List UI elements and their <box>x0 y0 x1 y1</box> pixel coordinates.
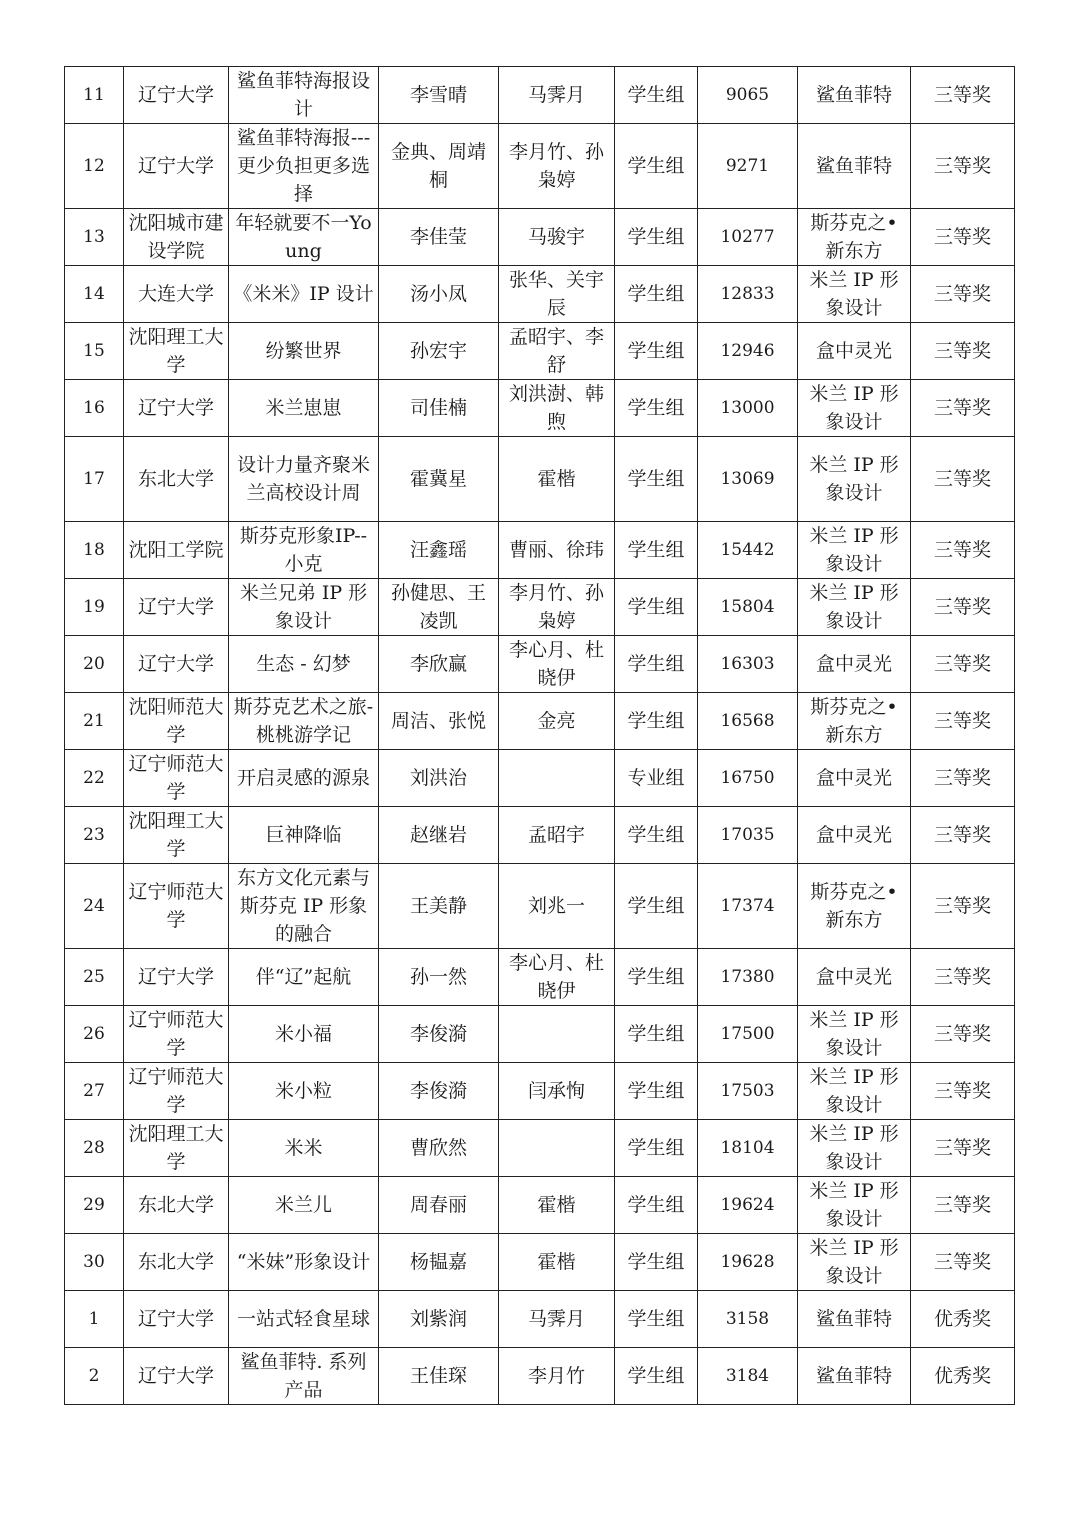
cell-group: 学生组 <box>615 323 698 380</box>
cell-authors: 汤小凤 <box>379 266 499 323</box>
cell-authors: 霍冀星 <box>379 437 499 522</box>
cell-number: 18 <box>65 522 124 579</box>
cell-title: 米小粒 <box>229 1063 379 1120</box>
cell-group: 学生组 <box>615 1063 698 1120</box>
cell-group: 学生组 <box>615 522 698 579</box>
table-body <box>65 67 1015 1405</box>
cell-authors: 刘紫润 <box>379 1291 499 1348</box>
cell-group: 学生组 <box>615 579 698 636</box>
cell-entry-id: 13000 <box>698 380 798 437</box>
cell-number: 20 <box>65 636 124 693</box>
cell-entry-id: 16568 <box>698 693 798 750</box>
cell-advisor <box>499 1120 615 1177</box>
cell-authors: 周春丽 <box>379 1177 499 1234</box>
cell-award: 三等奖 <box>911 124 1015 209</box>
cell-award: 三等奖 <box>911 209 1015 266</box>
cell-advisor: 李月竹、孙枭婷 <box>499 124 615 209</box>
cell-authors: 刘洪治 <box>379 750 499 807</box>
cell-school: 沈阳理工大学 <box>124 807 229 864</box>
cell-topic: 米兰 IP 形象设计 <box>798 266 911 323</box>
table-row <box>65 636 1015 693</box>
cell-entry-id: 16303 <box>698 636 798 693</box>
cell-topic: 米兰 IP 形象设计 <box>798 1234 911 1291</box>
cell-topic: 米兰 IP 形象设计 <box>798 380 911 437</box>
cell-group: 学生组 <box>615 67 698 124</box>
cell-topic: 鲨鱼菲特 <box>798 1291 911 1348</box>
cell-school: 辽宁师范大学 <box>124 1006 229 1063</box>
cell-group: 专业组 <box>615 750 698 807</box>
cell-title: 米小福 <box>229 1006 379 1063</box>
cell-group: 学生组 <box>615 1177 698 1234</box>
cell-number: 21 <box>65 693 124 750</box>
table-row <box>65 1177 1015 1234</box>
cell-number: 30 <box>65 1234 124 1291</box>
cell-topic: 米兰 IP 形象设计 <box>798 1120 911 1177</box>
cell-award: 三等奖 <box>911 636 1015 693</box>
cell-number: 23 <box>65 807 124 864</box>
cell-authors: 孙一然 <box>379 949 499 1006</box>
cell-group: 学生组 <box>615 1120 698 1177</box>
cell-entry-id: 9271 <box>698 124 798 209</box>
cell-award: 三等奖 <box>911 437 1015 522</box>
table-row <box>65 437 1015 522</box>
cell-number: 15 <box>65 323 124 380</box>
cell-title: 伴“辽”起航 <box>229 949 379 1006</box>
cell-school: 辽宁大学 <box>124 67 229 124</box>
table-row <box>65 807 1015 864</box>
cell-entry-id: 18104 <box>698 1120 798 1177</box>
cell-award: 三等奖 <box>911 693 1015 750</box>
cell-title: 《米米》IP 设计 <box>229 266 379 323</box>
cell-school: 辽宁大学 <box>124 636 229 693</box>
cell-number: 28 <box>65 1120 124 1177</box>
cell-authors: 周洁、张悦 <box>379 693 499 750</box>
cell-entry-id: 3184 <box>698 1348 798 1405</box>
cell-authors: 李俊漪 <box>379 1063 499 1120</box>
cell-award: 三等奖 <box>911 1063 1015 1120</box>
cell-advisor: 霍楷 <box>499 1177 615 1234</box>
cell-title: 斯芬克形象IP--小克 <box>229 522 379 579</box>
cell-advisor: 张华、关宇辰 <box>499 266 615 323</box>
cell-title: 一站式轻食星球 <box>229 1291 379 1348</box>
cell-authors: 金典、周靖桐 <box>379 124 499 209</box>
cell-title: 米兰儿 <box>229 1177 379 1234</box>
cell-advisor: 曹丽、徐玮 <box>499 522 615 579</box>
cell-number: 29 <box>65 1177 124 1234</box>
cell-advisor: 金亮 <box>499 693 615 750</box>
cell-number: 25 <box>65 949 124 1006</box>
table-row <box>65 579 1015 636</box>
cell-school: 沈阳城市建设学院 <box>124 209 229 266</box>
cell-number: 14 <box>65 266 124 323</box>
cell-award: 三等奖 <box>911 1006 1015 1063</box>
cell-award: 三等奖 <box>911 949 1015 1006</box>
cell-topic: 斯芬克之•新东方 <box>798 864 911 949</box>
cell-authors: 李俊漪 <box>379 1006 499 1063</box>
cell-school: 东北大学 <box>124 437 229 522</box>
cell-number: 2 <box>65 1348 124 1405</box>
cell-advisor: 马骏宇 <box>499 209 615 266</box>
cell-award: 优秀奖 <box>911 1291 1015 1348</box>
cell-advisor <box>499 750 615 807</box>
cell-title: 开启灵感的源泉 <box>229 750 379 807</box>
cell-school: 沈阳工学院 <box>124 522 229 579</box>
cell-authors: 司佳楠 <box>379 380 499 437</box>
table-row <box>65 522 1015 579</box>
cell-group: 学生组 <box>615 209 698 266</box>
cell-group: 学生组 <box>615 693 698 750</box>
cell-advisor: 孟昭宇、李舒 <box>499 323 615 380</box>
cell-number: 26 <box>65 1006 124 1063</box>
cell-number: 11 <box>65 67 124 124</box>
cell-topic: 盒中灵光 <box>798 750 911 807</box>
cell-topic: 鲨鱼菲特 <box>798 67 911 124</box>
cell-entry-id: 17035 <box>698 807 798 864</box>
cell-school: 沈阳理工大学 <box>124 323 229 380</box>
cell-group: 学生组 <box>615 266 698 323</box>
cell-number: 1 <box>65 1291 124 1348</box>
cell-advisor: 闫承恂 <box>499 1063 615 1120</box>
cell-entry-id: 17380 <box>698 949 798 1006</box>
cell-school: 沈阳师范大学 <box>124 693 229 750</box>
cell-advisor: 李月竹、孙枭婷 <box>499 579 615 636</box>
cell-entry-id: 3158 <box>698 1291 798 1348</box>
cell-number: 27 <box>65 1063 124 1120</box>
table-row <box>65 949 1015 1006</box>
cell-advisor: 李心月、杜晓伊 <box>499 949 615 1006</box>
cell-entry-id: 17374 <box>698 864 798 949</box>
cell-authors: 曹欣然 <box>379 1120 499 1177</box>
cell-topic: 米兰 IP 形象设计 <box>798 1063 911 1120</box>
cell-award: 优秀奖 <box>911 1348 1015 1405</box>
cell-number: 13 <box>65 209 124 266</box>
cell-title: 鲨鱼菲特海报---更少负担更多选择 <box>229 124 379 209</box>
cell-title: 米兰兄弟 IP 形象设计 <box>229 579 379 636</box>
cell-school: 沈阳理工大学 <box>124 1120 229 1177</box>
cell-group: 学生组 <box>615 1234 698 1291</box>
cell-topic: 盒中灵光 <box>798 323 911 380</box>
cell-topic: 米兰 IP 形象设计 <box>798 1177 911 1234</box>
table-row <box>65 323 1015 380</box>
cell-title: 斯芬克艺术之旅-桃桃游学记 <box>229 693 379 750</box>
cell-group: 学生组 <box>615 807 698 864</box>
cell-entry-id: 16750 <box>698 750 798 807</box>
cell-award: 三等奖 <box>911 67 1015 124</box>
cell-award: 三等奖 <box>911 579 1015 636</box>
cell-topic: 米兰 IP 形象设计 <box>798 437 911 522</box>
table-row <box>65 67 1015 124</box>
cell-number: 24 <box>65 864 124 949</box>
cell-award: 三等奖 <box>911 807 1015 864</box>
cell-authors: 李雪晴 <box>379 67 499 124</box>
cell-authors: 李欣赢 <box>379 636 499 693</box>
cell-group: 学生组 <box>615 1348 698 1405</box>
cell-title: 年轻就要不一Young <box>229 209 379 266</box>
table-row <box>65 1234 1015 1291</box>
cell-award: 三等奖 <box>911 1120 1015 1177</box>
cell-school: 辽宁大学 <box>124 1291 229 1348</box>
cell-topic: 米兰 IP 形象设计 <box>798 522 911 579</box>
cell-title: 纷繁世界 <box>229 323 379 380</box>
cell-award: 三等奖 <box>911 266 1015 323</box>
cell-award: 三等奖 <box>911 522 1015 579</box>
cell-topic: 米兰 IP 形象设计 <box>798 579 911 636</box>
table-row <box>65 1120 1015 1177</box>
cell-topic: 米兰 IP 形象设计 <box>798 1006 911 1063</box>
cell-entry-id: 12833 <box>698 266 798 323</box>
cell-award: 三等奖 <box>911 380 1015 437</box>
cell-school: 辽宁大学 <box>124 380 229 437</box>
cell-school: 辽宁大学 <box>124 124 229 209</box>
cell-topic: 斯芬克之•新东方 <box>798 693 911 750</box>
cell-school: 辽宁师范大学 <box>124 750 229 807</box>
cell-group: 学生组 <box>615 1006 698 1063</box>
cell-authors: 汪鑫瑶 <box>379 522 499 579</box>
cell-entry-id: 10277 <box>698 209 798 266</box>
table-row <box>65 864 1015 949</box>
cell-entry-id: 17500 <box>698 1006 798 1063</box>
cell-award: 三等奖 <box>911 1177 1015 1234</box>
cell-advisor: 马霁月 <box>499 1291 615 1348</box>
cell-authors: 王美静 <box>379 864 499 949</box>
awards-table <box>64 66 1015 1405</box>
cell-advisor: 李月竹 <box>499 1348 615 1405</box>
cell-number: 22 <box>65 750 124 807</box>
cell-school: 大连大学 <box>124 266 229 323</box>
cell-entry-id: 19624 <box>698 1177 798 1234</box>
cell-entry-id: 9065 <box>698 67 798 124</box>
cell-school: 东北大学 <box>124 1177 229 1234</box>
cell-school: 辽宁大学 <box>124 579 229 636</box>
cell-advisor: 刘洪澍、韩煦 <box>499 380 615 437</box>
cell-title: “米妹”形象设计 <box>229 1234 379 1291</box>
cell-title: 鲨鱼菲特海报设计 <box>229 67 379 124</box>
cell-authors: 孙健思、王凌凯 <box>379 579 499 636</box>
cell-advisor: 霍楷 <box>499 437 615 522</box>
table-row <box>65 266 1015 323</box>
table-row <box>65 1063 1015 1120</box>
cell-title: 生态 - 幻梦 <box>229 636 379 693</box>
cell-school: 辽宁师范大学 <box>124 1063 229 1120</box>
cell-topic: 盒中灵光 <box>798 807 911 864</box>
cell-title: 巨神降临 <box>229 807 379 864</box>
cell-group: 学生组 <box>615 949 698 1006</box>
cell-authors: 李佳莹 <box>379 209 499 266</box>
cell-school: 辽宁大学 <box>124 949 229 1006</box>
cell-topic: 盒中灵光 <box>798 949 911 1006</box>
cell-entry-id: 15442 <box>698 522 798 579</box>
cell-title: 设计力量齐聚米兰高校设计周 <box>229 437 379 522</box>
cell-authors: 孙宏宇 <box>379 323 499 380</box>
cell-number: 17 <box>65 437 124 522</box>
table-row <box>65 750 1015 807</box>
cell-number: 16 <box>65 380 124 437</box>
cell-title: 东方文化元素与斯芬克 IP 形象的融合 <box>229 864 379 949</box>
cell-school: 东北大学 <box>124 1234 229 1291</box>
cell-school: 辽宁师范大学 <box>124 864 229 949</box>
cell-title: 鲨鱼菲特. 系列产品 <box>229 1348 379 1405</box>
cell-advisor: 霍楷 <box>499 1234 615 1291</box>
table-row <box>65 1006 1015 1063</box>
table-row <box>65 1291 1015 1348</box>
table-row <box>65 209 1015 266</box>
cell-advisor <box>499 1006 615 1063</box>
cell-group: 学生组 <box>615 1291 698 1348</box>
cell-entry-id: 15804 <box>698 579 798 636</box>
cell-topic: 鲨鱼菲特 <box>798 1348 911 1405</box>
cell-title: 米米 <box>229 1120 379 1177</box>
cell-group: 学生组 <box>615 124 698 209</box>
cell-authors: 赵继岩 <box>379 807 499 864</box>
cell-authors: 王佳琛 <box>379 1348 499 1405</box>
cell-authors: 杨韫嘉 <box>379 1234 499 1291</box>
cell-entry-id: 19628 <box>698 1234 798 1291</box>
cell-advisor: 马霁月 <box>499 67 615 124</box>
cell-title: 米兰崽崽 <box>229 380 379 437</box>
cell-group: 学生组 <box>615 864 698 949</box>
cell-award: 三等奖 <box>911 750 1015 807</box>
table-row <box>65 124 1015 209</box>
cell-group: 学生组 <box>615 636 698 693</box>
cell-advisor: 刘兆一 <box>499 864 615 949</box>
cell-topic: 斯芬克之•新东方 <box>798 209 911 266</box>
cell-entry-id: 13069 <box>698 437 798 522</box>
table-row <box>65 380 1015 437</box>
cell-topic: 鲨鱼菲特 <box>798 124 911 209</box>
cell-award: 三等奖 <box>911 323 1015 380</box>
cell-advisor: 李心月、杜晓伊 <box>499 636 615 693</box>
table-row <box>65 693 1015 750</box>
table-row <box>65 1348 1015 1405</box>
cell-entry-id: 17503 <box>698 1063 798 1120</box>
cell-award: 三等奖 <box>911 864 1015 949</box>
cell-advisor: 孟昭宇 <box>499 807 615 864</box>
cell-award: 三等奖 <box>911 1234 1015 1291</box>
cell-number: 19 <box>65 579 124 636</box>
cell-topic: 盒中灵光 <box>798 636 911 693</box>
cell-group: 学生组 <box>615 437 698 522</box>
cell-number: 12 <box>65 124 124 209</box>
cell-entry-id: 12946 <box>698 323 798 380</box>
cell-group: 学生组 <box>615 380 698 437</box>
cell-school: 辽宁大学 <box>124 1348 229 1405</box>
